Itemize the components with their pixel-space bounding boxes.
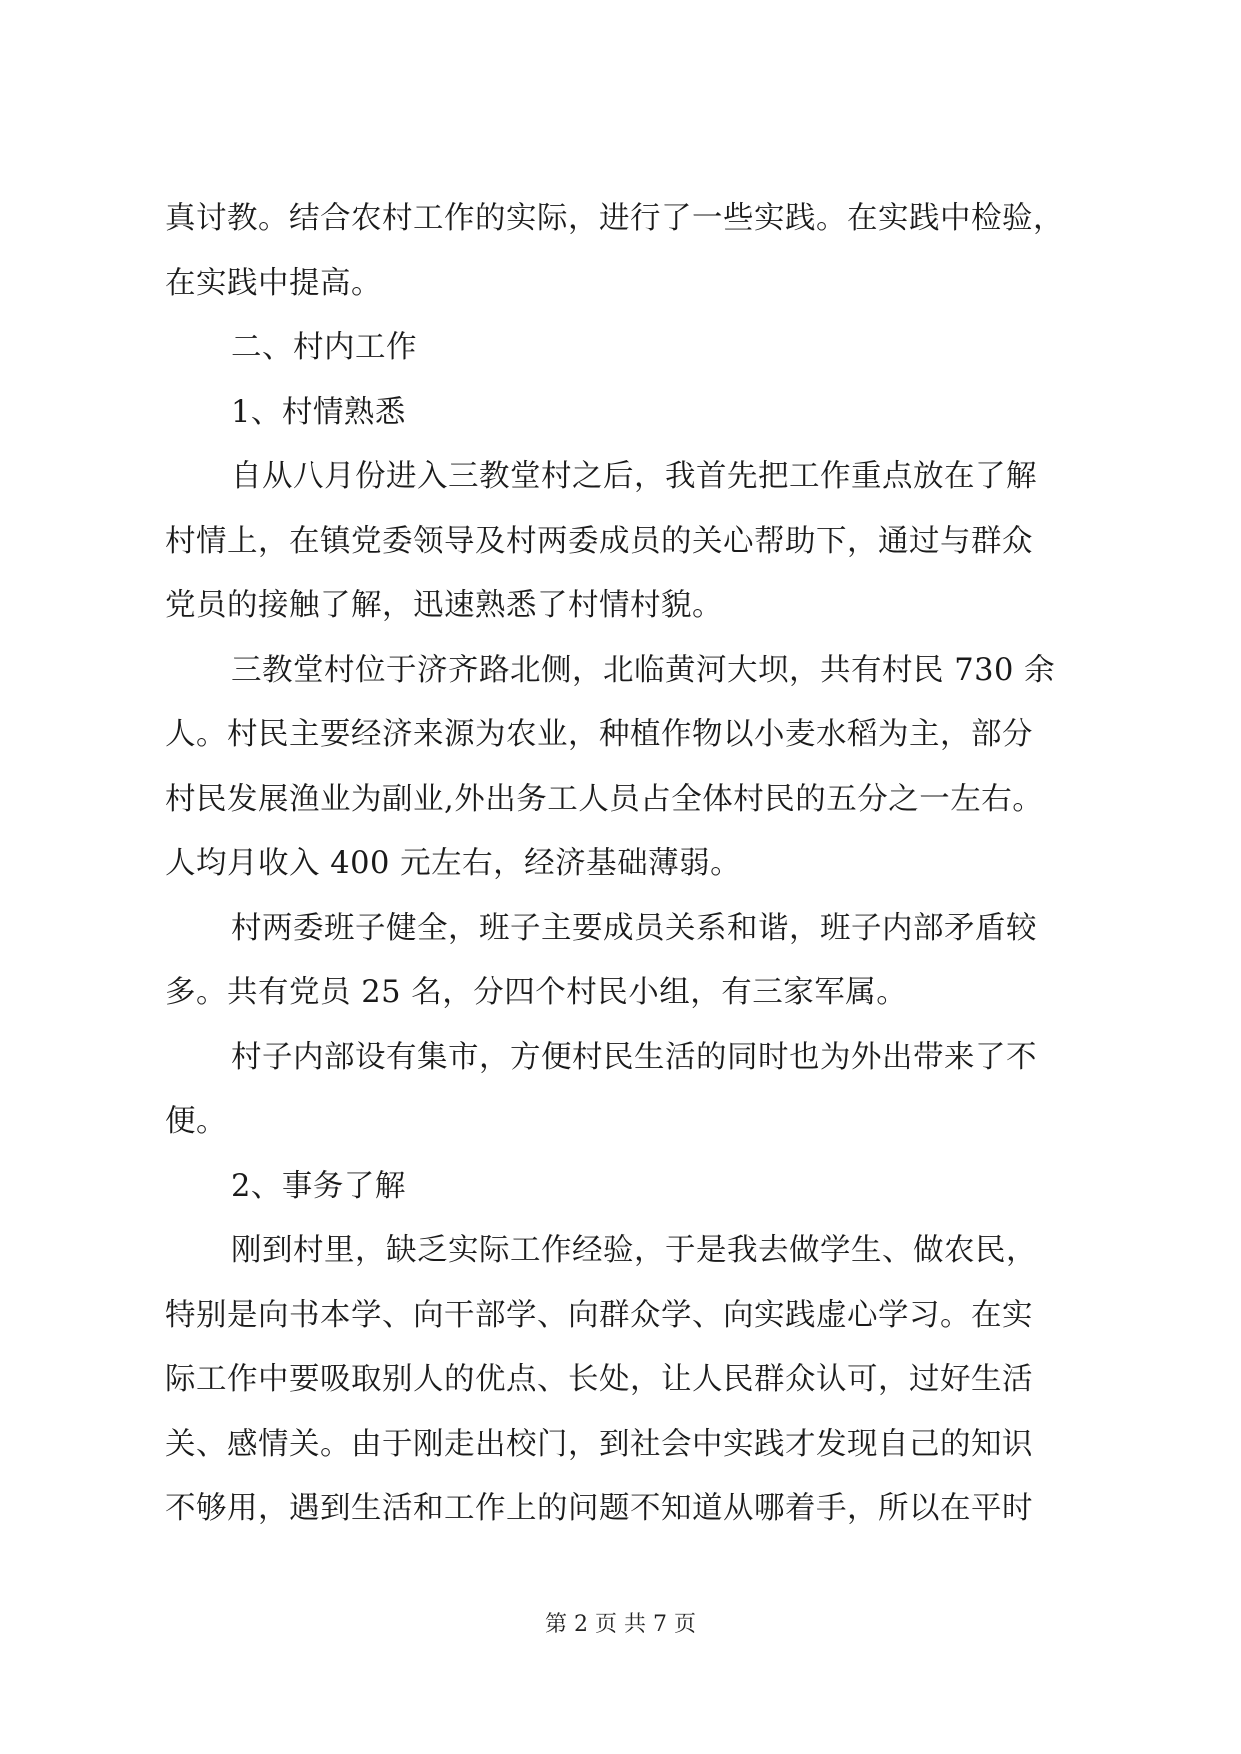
text-line: 自从八月份进入三教堂村之后，我首先把工作重点放在了解	[231, 459, 1037, 494]
text-line: 二、村内工作	[231, 330, 417, 365]
text-line: 在实践中提高。	[165, 265, 382, 301]
text-line: 际工作中要吸取别人的优点、长处，让人民群众认可，过好生活	[165, 1362, 1033, 1397]
text-line: 便。	[165, 1104, 227, 1139]
text-line: 特别是向书本学、向干部学、向群众学、向实践虚心学习。在实	[165, 1297, 1033, 1333]
text-line: 村子内部设有集市，方便村民生活的同时也为外出带来了不	[231, 1039, 1037, 1075]
text-line: 多。共有党员 25 名，分四个村民小组，有三家军属。	[165, 975, 908, 1010]
text-line: 村两委班子健全，班子主要成员关系和谐，班子内部矛盾较	[231, 910, 1037, 946]
text-line: 村情上，在镇党委领导及村两委成员的关心帮助下，通过与群众	[165, 523, 1033, 559]
text-line: 村民发展渔业为副业,外出务工人员占全体村民的五分之一左右。	[165, 781, 1044, 817]
text-line: 人均月收入 400 元左右，经济基础薄弱。	[165, 846, 742, 881]
text-line: 1、村情熟悉	[231, 394, 406, 430]
text-line: 2、事务了解	[231, 1168, 406, 1204]
text-line: 刚到村里，缺乏实际工作经验，于是我去做学生、做农民，	[231, 1233, 1037, 1268]
text-line: 关、感情关。由于刚走出校门，到社会中实践才发现自己的知识	[165, 1426, 1033, 1462]
text-line: 真讨教。结合农村工作的实际，进行了一些实践。在实践中检验，	[165, 201, 1064, 236]
body-text	[165, 187, 1085, 1542]
text-line: 不够用，遇到生活和工作上的问题不知道从哪着手，所以在平时	[165, 1491, 1033, 1526]
text-line: 人。村民主要经济来源为农业，种植作物以小麦水稻为主，部分	[165, 717, 1033, 752]
text-line: 党员的接触了解，迅速熟悉了村情村貌。	[165, 588, 723, 623]
text-line: 三教堂村位于济齐路北侧，北临黄河大坝，共有村民 730 余	[231, 652, 1056, 688]
page-footer: 第 2 页 共 7 页	[545, 1612, 696, 1637]
